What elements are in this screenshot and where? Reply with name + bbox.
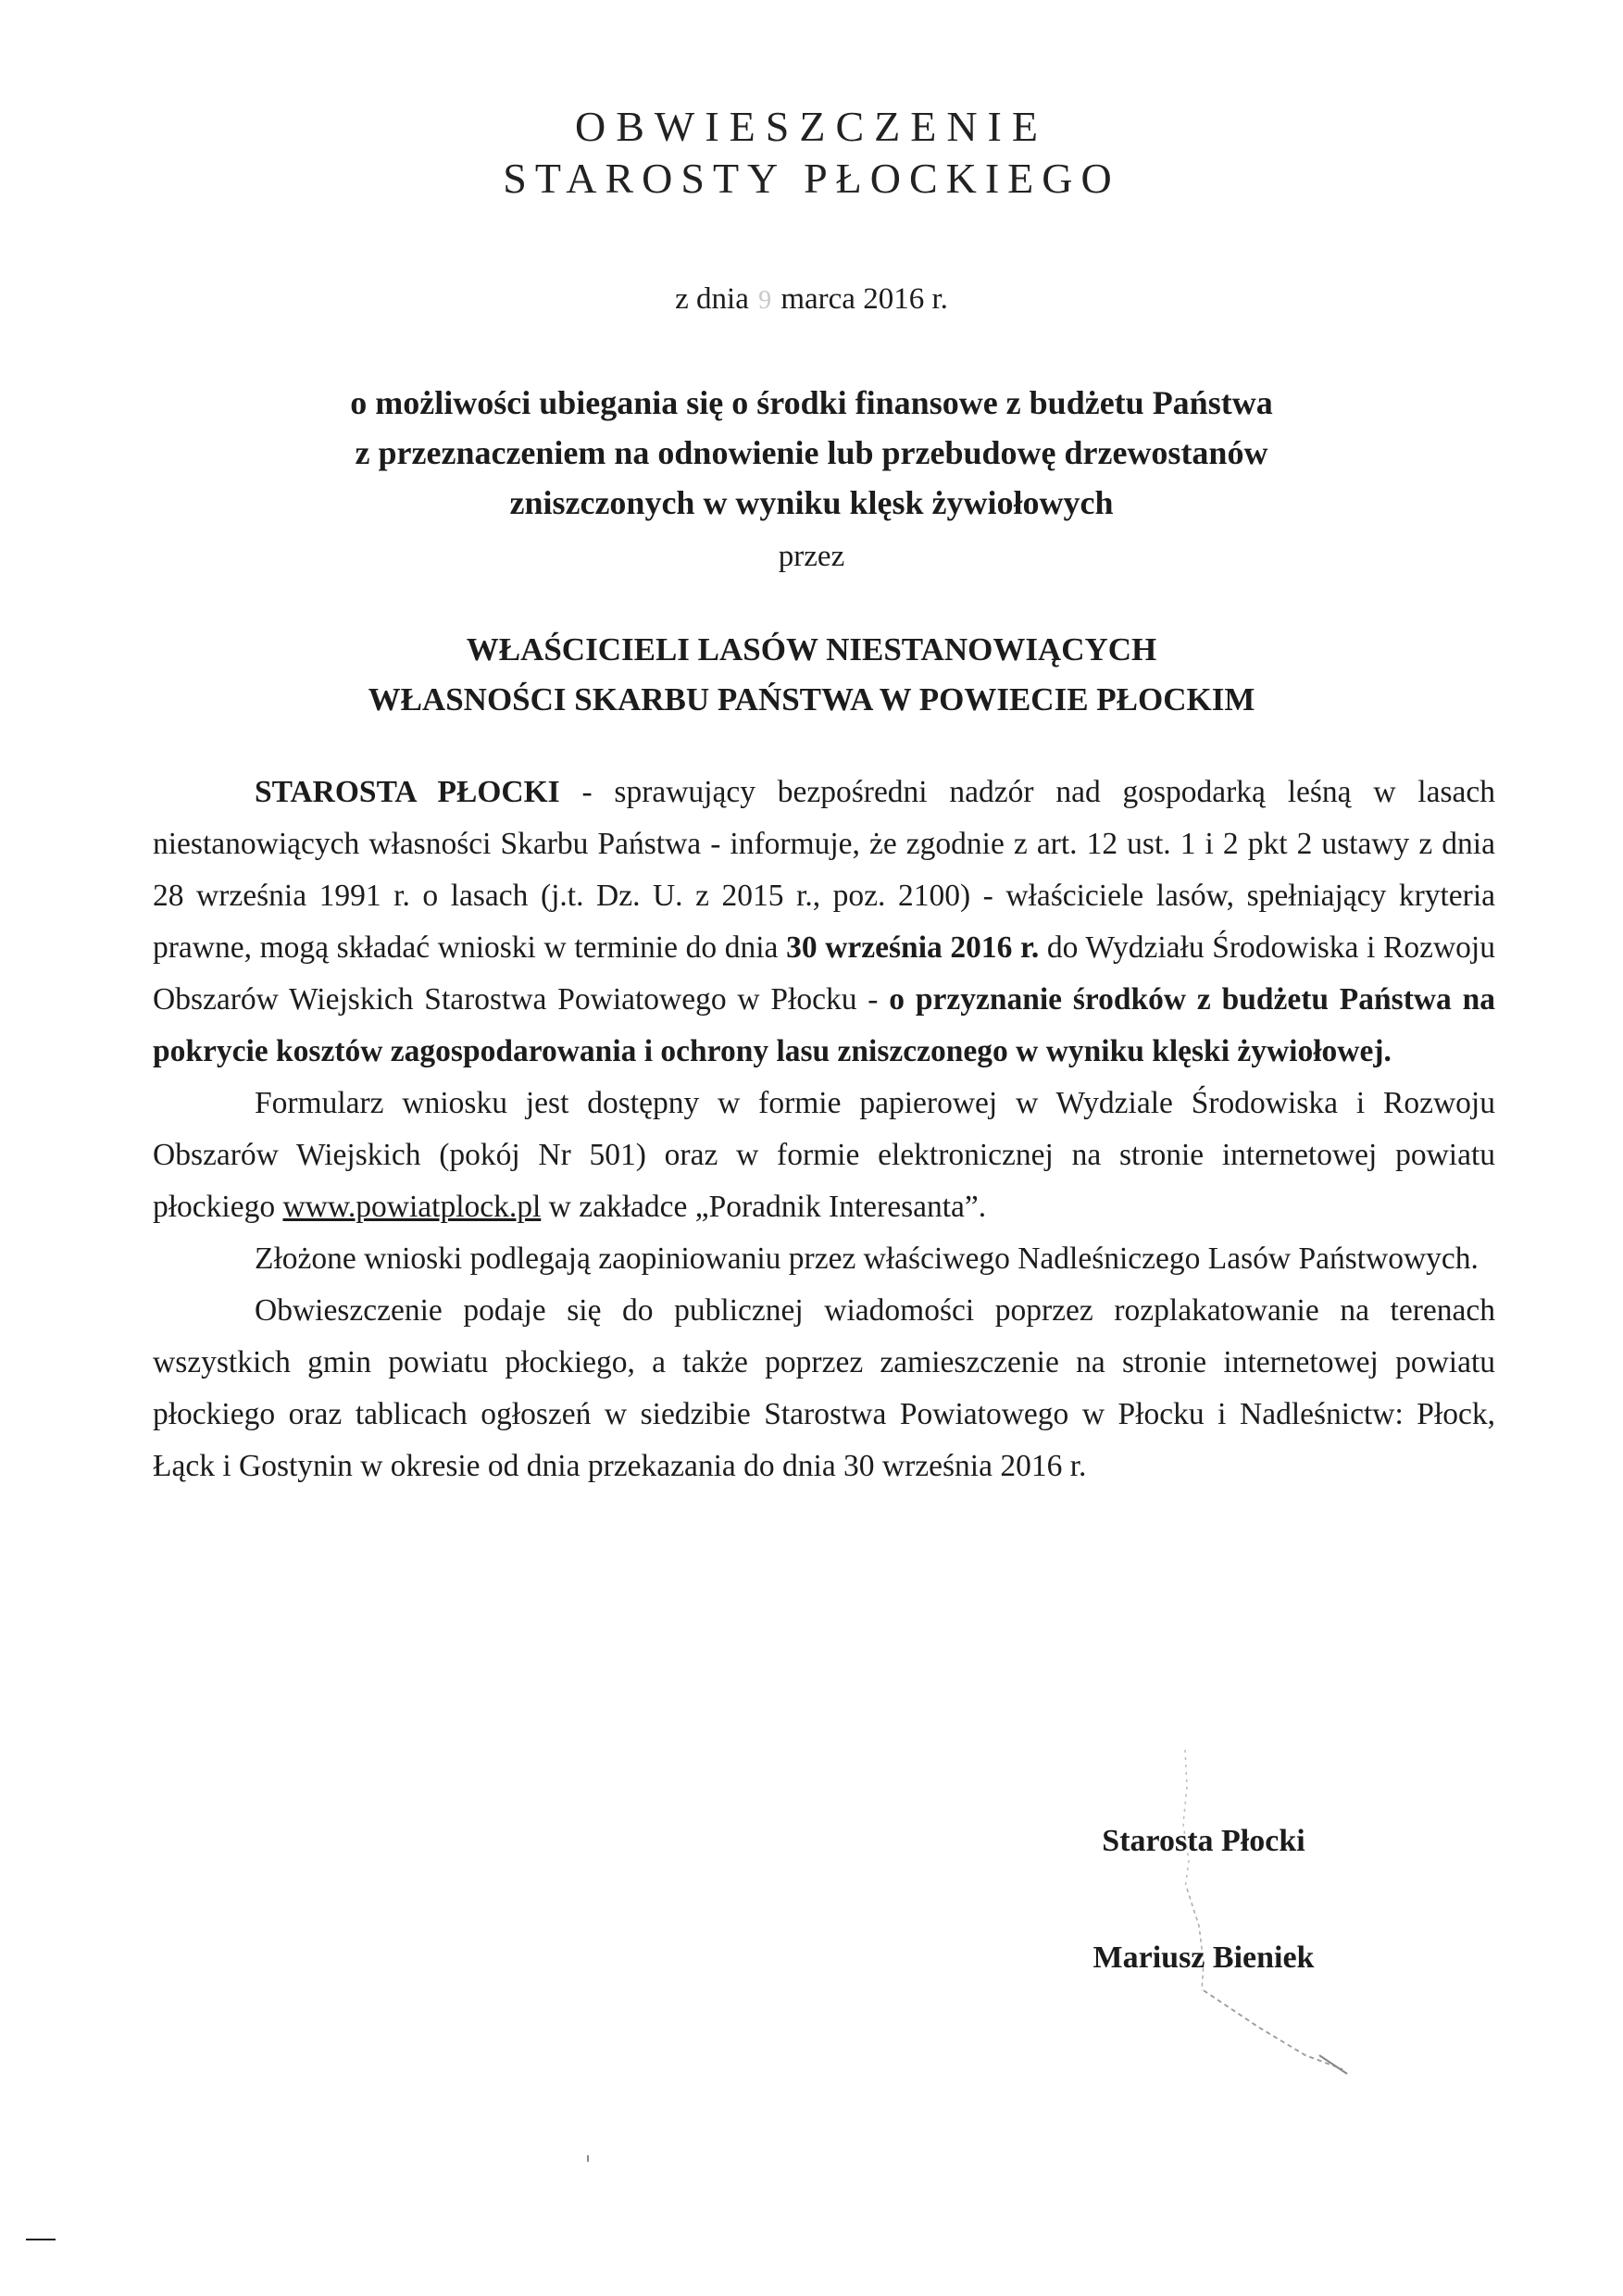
- scan-corner-mark: [26, 2239, 56, 2240]
- notice-body: [153, 767, 1495, 1492]
- deadline-date: 30 września 2016 r.: [786, 930, 1040, 965]
- issue-date: [0, 282, 1623, 317]
- date-suffix: marca 2016 r.: [780, 282, 948, 316]
- date-prefix: z dnia: [675, 282, 749, 316]
- paragraph-announcement: STAROSTA PŁOCKI - sprawujący bezpośredni nadzór nad gospodarką leśną w lasach niestanowiących własności Skarbu Państwa - informuje, że zgodnie z art. 12 ust. 1 i 2 pkt 2 ustawy z dnia 28 września 1991 r. o lasach (j.t. Dz. U. z 2015 r., poz. 2100) - właściciele lasów, spełniający kryteria prawne, mogą składać wnioski w terminie do dnia 30 września 2016 r. do Wydziału Środowiska i Rozwoju Obszarów Wiejskich Starostwa Powiatowego w Płocku - o przyznanie środków z budżetu Państwa na pokrycie kosztów zagospodarowania i ochrony lasu zniszczonego w wyniku klęski żywiołowej.: [153, 775, 1495, 1068]
- subject-line: z przeznaczeniem na odnowienie lub przebudowę drzewostanów: [355, 434, 1268, 471]
- paragraph-form-availability: Formularz wniosku jest dostępny w formie papierowej w Wydziale Środowiska i Rozwoju Obszarów Wiejskich (pokój Nr 501) oraz w formie elektronicznej na stronie internetowej powiatu płockiego www.powiatplock.pl w zakładce „Poradnik Interesanta”.: [153, 1086, 1495, 1224]
- purpose-bold: o przyznanie środków z budżetu Państwa na pokrycie kosztów zagospodarowania i ochrony lasu zniszczonego w wyniku klęski żywiołowej.: [153, 982, 1495, 1068]
- date-day-handwritten: 9: [758, 286, 772, 315]
- handwritten-signature: [1148, 1750, 1389, 2083]
- addressee-line: WŁASNOŚCI SKARBU PAŃSTWA W POWIECIE PŁOCKIM: [368, 681, 1255, 718]
- przez-label: przez: [778, 540, 845, 573]
- subject-line: o możliwości ubiegania się o środki finansowe z budżetu Państwa: [350, 384, 1273, 421]
- document-issuer: STAROSTY PŁOCKIEGO: [503, 155, 1120, 202]
- addressee-line: WŁAŚCICIELI LASÓW NIESTANOWIĄCYCH: [466, 631, 1157, 668]
- scan-speck: [587, 2155, 589, 2162]
- paragraph-opinion: Złożone wnioski podlegają zaopiniowaniu przez właściwego Nadleśniczego Lasów Państwowych.: [255, 1242, 1479, 1276]
- signature-name: Mariusz Bieniek: [1092, 1940, 1315, 1975]
- website-link[interactable]: www.powiatplock.pl: [282, 1190, 542, 1224]
- paragraph-publication: Obwieszczenie podaje się do publicznej wiadomości poprzez rozplakatowanie na terenach wszystkich gmin powiatu płockiego, a także poprzez zamieszczenie na stronie internetowej powiatu płockiego oraz tablicach ogłoszeń w siedzibie Starostwa Powiatowego w Płocku i Nadleśnictw: Płock, Łąck i Gostynin w okresie od dnia przekazania do dnia 30 września 2016 r.: [153, 1293, 1495, 1483]
- addressee-heading: [0, 625, 1623, 725]
- signature-title: Starosta Płocki: [1102, 1824, 1305, 1858]
- starosta-lead: STAROSTA PŁOCKI: [255, 775, 560, 809]
- notice-subject: [0, 378, 1623, 528]
- document-title: OBWIESZCZENIE: [575, 103, 1048, 150]
- subject-line: zniszczonych w wyniku klęsk żywiołowych: [509, 484, 1114, 521]
